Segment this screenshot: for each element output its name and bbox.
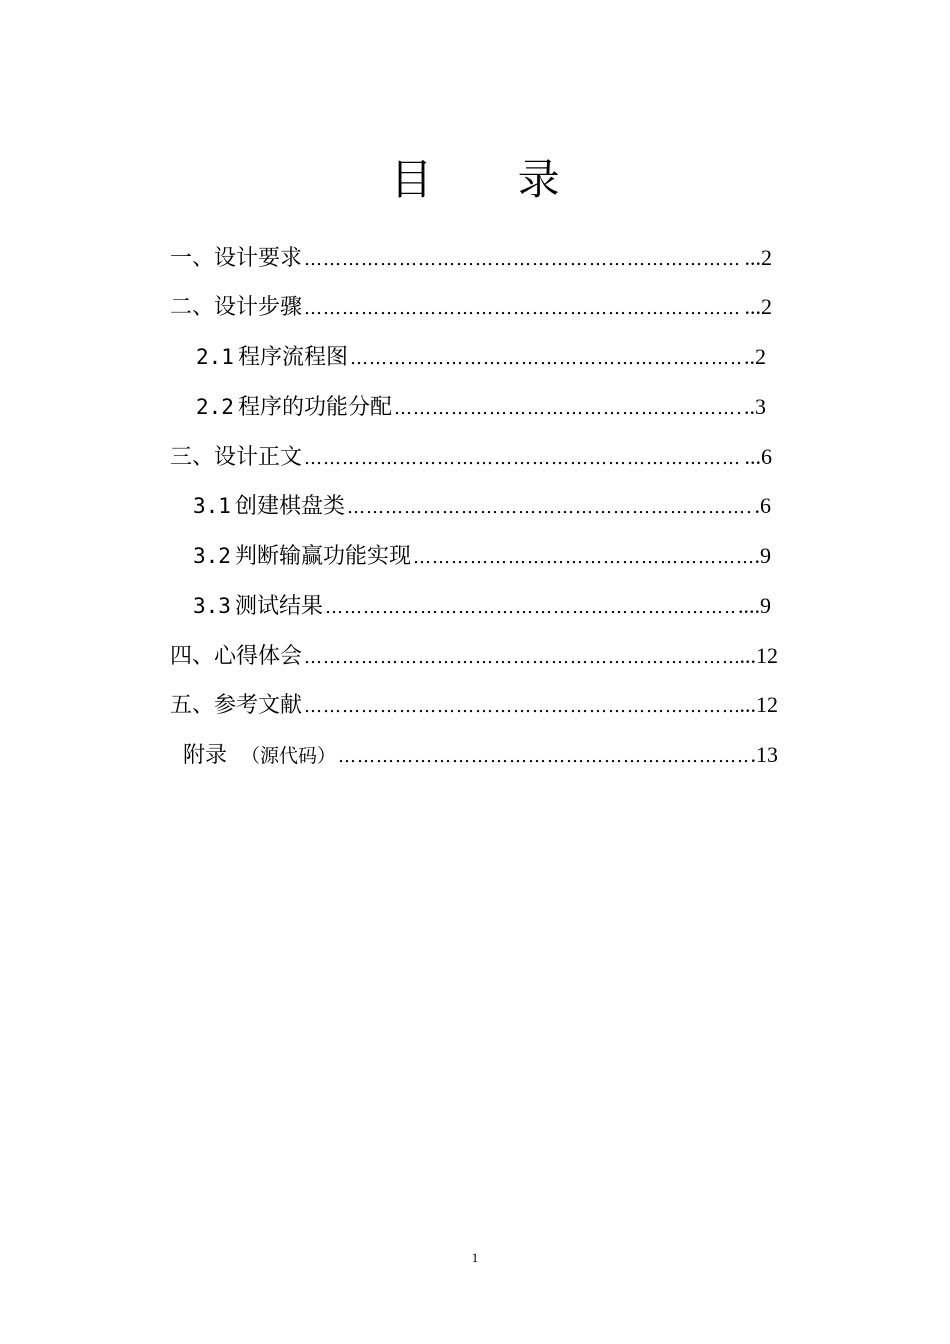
toc-entry[interactable] [170,243,772,273]
toc-entry-text: 判断输赢功能实现 [234,544,411,569]
toc-entry[interactable] [193,541,771,571]
toc-leader-dots [350,344,742,374]
toc-entry-page: ...6 [744,444,772,469]
toc-entry[interactable] [183,740,778,770]
toc-entry-page: ...12 [739,692,778,717]
toc-entry[interactable] [170,442,772,472]
toc-entry-label [196,392,392,423]
toc-entry-number: 2.2 [196,395,234,419]
toc-entry-page: ....9 [738,593,771,618]
toc-entry-text: 附录 [183,743,228,768]
toc-leader-dots [325,593,736,623]
toc-entry-page: ...12 [739,643,778,668]
toc-entry-text: 创建棋盘类 [234,494,345,519]
page-number: 1 [471,1250,479,1265]
toc-entry-text: 测试结果 [234,594,323,619]
toc-entry-label [183,741,336,771]
toc-entry-page: ...2 [744,245,772,270]
toc-entry-page: .13 [750,742,778,767]
toc-leader-dots [304,643,737,673]
toc-entry[interactable] [170,641,778,671]
toc-entry[interactable] [196,342,766,372]
toc-entry[interactable] [170,690,778,720]
toc-entry-page: ...2 [744,294,772,319]
toc-entry-label [193,591,323,622]
toc-entry[interactable] [170,292,772,322]
toc-leader-dots [304,245,742,275]
toc-entry-text: 程序的功能分配 [237,395,392,420]
toc-entry-label: 一、设计要求 [170,246,303,271]
toc-entry-label: 五、参考文献 [170,693,303,718]
page-title: 目 录 [390,155,596,204]
toc-entry[interactable] [193,491,771,521]
toc-entry-text: 程序流程图 [237,345,348,370]
toc-entry-page: .6 [754,493,771,518]
toc-entry-label: 二、设计步骤 [170,295,303,320]
toc-leader-dots [413,543,753,573]
toc-entry[interactable] [193,591,771,621]
toc-leader-dots [347,493,753,523]
toc-entry-page: ..2 [744,344,766,369]
toc-entry-sublabel: （源代码） [241,745,337,767]
toc-entry-label: 四、心得体会 [170,644,303,669]
toc-leader-dots [394,394,742,424]
toc-leader-dots [304,692,737,722]
toc-entry-page: ..3 [744,394,766,419]
toc-entry[interactable] [196,392,766,422]
toc-leader-dots [338,742,748,772]
toc-entry-label: 三、设计正文 [170,445,303,470]
toc-entry-number: 2.1 [196,345,234,369]
toc-entry-label [193,491,345,522]
toc-entry-number: 3.1 [193,494,231,518]
toc-entry-label [196,342,348,373]
toc-entry-number: 3.2 [193,544,231,568]
toc-entry-label [193,541,411,572]
toc-entry-number: 3.3 [193,594,231,618]
toc-leader-dots [304,294,742,324]
toc-entry-page: .9 [754,543,771,568]
toc-leader-dots [304,444,742,474]
